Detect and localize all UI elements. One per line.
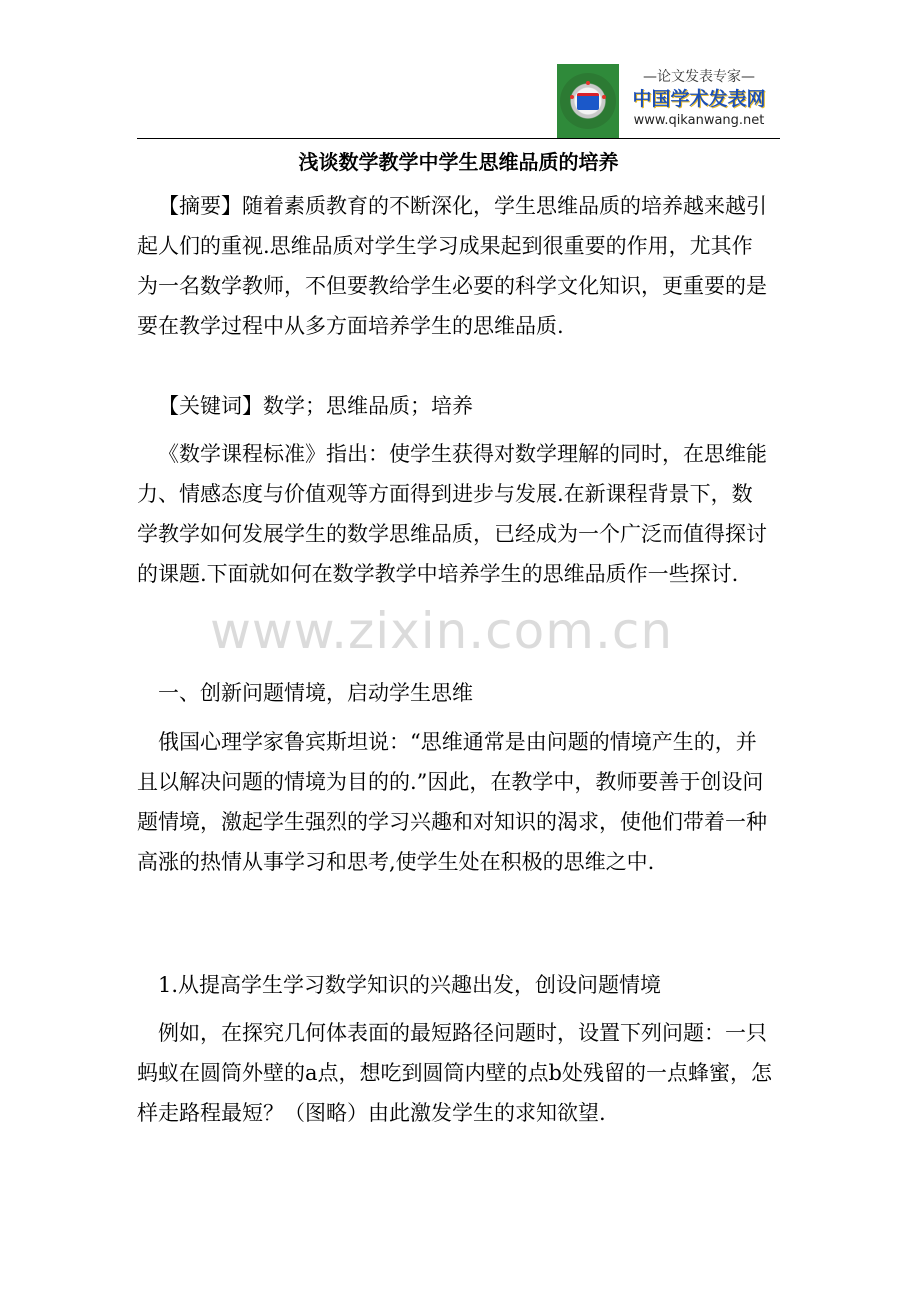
logo-text-block (619, 64, 779, 138)
keywords-paragraph: 【关键词】数学；思维品质；培养 (158, 394, 473, 418)
logo-tagline: —论文发表专家— (643, 69, 755, 85)
section-heading: 一、创新问题情境，启动学生思维 (158, 681, 473, 705)
seal-ring (560, 73, 616, 129)
site-logo (557, 64, 779, 138)
header-divider (137, 138, 780, 139)
star-icon (586, 81, 590, 85)
body-paragraph: 《数学课程标准》指出：使学生获得对数学理解的同时，在思维能力、情感态度与价值观等方面得到进步与发展.在新课程背景下，数学教学如何发展学生的数学思维品质，已经成为一个广泛而值得探讨的课题.下面就如何在数学教学中培养学生的思维品质作一些探讨. (137, 442, 767, 586)
book-icon (577, 93, 599, 110)
star-icon (602, 95, 606, 99)
star-icon (570, 95, 574, 99)
logo-name: 中国学术发表网 (632, 88, 766, 110)
body-paragraph: 例如，在探究几何体表面的最短路径问题时，设置下列问题：一只蚂蚁在圆筒外壁的a点，想吃到圆筒内壁的点b处残留的一点蜂蜜，怎样走路程最短？（图略）由此激发学生的求知欲望. (137, 1021, 772, 1125)
abstract-paragraph: 【摘要】随着素质教育的不断深化，学生思维品质的培养越来越引起人们的重视.思维品质对学生学习成果起到很重要的作用，尤其作为一名数学教师，不但要教给学生必要的科学文化知识，更重要的是要在教学过程中从多方面培养学生的思维品质. (137, 194, 767, 338)
logo-url: www.qikanwang.net (633, 113, 765, 128)
body-paragraph: 俄国心理学家鲁宾斯坦说：“思维通常是由问题的情境产生的，并且以解决问题的情境为目的的.”因此，在教学中，教师要善于创设问题情境，激起学生强烈的学习兴趣和对知识的渴求，使他们带着一种高涨的热情从事学习和思考,使学生处在积极的思维之中. (137, 730, 767, 874)
watermark: www.zixin.com.cn (210, 602, 674, 660)
document-title: 浅谈数学教学中学生思维品质的培养 (298, 150, 619, 174)
subsection-heading: 1.从提高学生学习数学知识的兴趣出发，创设问题情境 (158, 973, 662, 997)
seal-emblem (557, 64, 619, 138)
